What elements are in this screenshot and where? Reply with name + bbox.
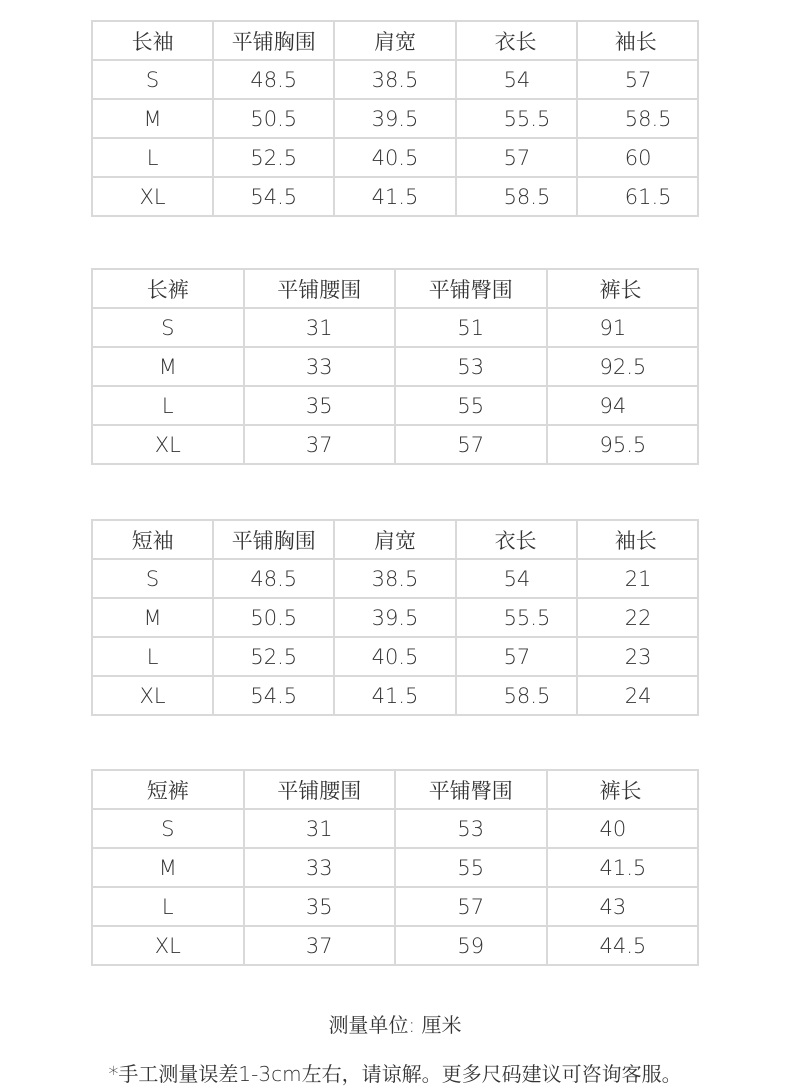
table-cell: 40.5: [334, 138, 455, 177]
table-cell: 58.5: [456, 177, 577, 216]
table-cell: 51: [395, 308, 547, 347]
table-cell: 38.5: [334, 60, 455, 99]
header-cell: 平铺胸围: [213, 520, 334, 559]
short-sleeve-size-table: [91, 519, 699, 716]
header-cell: 衣长: [456, 520, 577, 559]
table-header-row: [92, 269, 698, 308]
size-cell: S: [92, 559, 213, 598]
table-cell: 95.5: [547, 425, 699, 464]
table-cell: 24: [577, 676, 698, 715]
size-cell: M: [92, 598, 213, 637]
size-cell: M: [92, 848, 244, 887]
table-cell: 57: [395, 887, 547, 926]
header-cell: 平铺腰围: [244, 770, 396, 809]
size-cell: XL: [92, 425, 244, 464]
table-row: [92, 60, 698, 99]
size-cell: L: [92, 637, 213, 676]
table-cell: 48.5: [213, 559, 334, 598]
table-cell: 44.5: [547, 926, 699, 965]
size-cell: XL: [92, 177, 213, 216]
table-cell: 57: [456, 138, 577, 177]
header-cell: 平铺腰围: [244, 269, 396, 308]
table-row: [92, 308, 698, 347]
table-cell: 48.5: [213, 60, 334, 99]
table-cell: 43: [547, 887, 699, 926]
table-cell: 58.5: [456, 676, 577, 715]
table-row: [92, 138, 698, 177]
table-cell: 54.5: [213, 177, 334, 216]
size-cell: XL: [92, 926, 244, 965]
header-cell: 裤长: [547, 770, 699, 809]
size-cell: M: [92, 99, 213, 138]
table-cell: 33: [244, 347, 396, 386]
table-cell: 21: [577, 559, 698, 598]
header-cell: 短裤: [92, 770, 244, 809]
table-cell: 31: [244, 809, 396, 848]
table-row: [92, 425, 698, 464]
size-cell: L: [92, 386, 244, 425]
table-cell: 60: [577, 138, 698, 177]
table-cell: 57: [395, 425, 547, 464]
table-cell: 55.5: [456, 598, 577, 637]
table-cell: 35: [244, 386, 396, 425]
table-cell: 57: [456, 637, 577, 676]
table-cell: 50.5: [213, 598, 334, 637]
table-cell: 54: [456, 559, 577, 598]
header-cell: 衣长: [456, 21, 577, 60]
table-row: [92, 926, 698, 965]
size-cell: S: [92, 60, 213, 99]
table-row: [92, 676, 698, 715]
size-cell: M: [92, 347, 244, 386]
table-row: [92, 848, 698, 887]
table-cell: 58.5: [577, 99, 698, 138]
table-cell: 91: [547, 308, 699, 347]
table-cell: 54: [456, 60, 577, 99]
table-cell: 94: [547, 386, 699, 425]
table-cell: 61.5: [577, 177, 698, 216]
measurement-disclaimer: *手工测量误差1-3cm左右，请谅解。更多尺码建议可咨询客服。: [108, 1062, 682, 1086]
table-cell: 41.5: [334, 676, 455, 715]
table-cell: 38.5: [334, 559, 455, 598]
header-cell: 袖长: [577, 21, 698, 60]
table-row: [92, 887, 698, 926]
table-cell: 39.5: [334, 99, 455, 138]
table-cell: 37: [244, 425, 396, 464]
table-row: [92, 809, 698, 848]
header-cell: 长裤: [92, 269, 244, 308]
table-row: [92, 177, 698, 216]
table-cell: 52.5: [213, 637, 334, 676]
measurement-unit-note: 测量单位: 厘米: [328, 1013, 462, 1037]
table-cell: 40.5: [334, 637, 455, 676]
table-cell: 53: [395, 809, 547, 848]
size-cell: S: [92, 308, 244, 347]
table-cell: 39.5: [334, 598, 455, 637]
table-cell: 41.5: [547, 848, 699, 887]
table-cell: 37: [244, 926, 396, 965]
table-row: [92, 99, 698, 138]
table-cell: 55: [395, 848, 547, 887]
table-cell: 55: [395, 386, 547, 425]
long-sleeve-size-table: [91, 20, 699, 217]
header-cell: 平铺臀围: [395, 770, 547, 809]
header-cell: 袖长: [577, 520, 698, 559]
table-header-row: [92, 770, 698, 809]
table-row: [92, 637, 698, 676]
table-header-row: [92, 21, 698, 60]
table-cell: 92.5: [547, 347, 699, 386]
short-pants-size-table: [91, 769, 699, 966]
size-cell: S: [92, 809, 244, 848]
header-cell: 短袖: [92, 520, 213, 559]
table-cell: 55.5: [456, 99, 577, 138]
size-cell: L: [92, 138, 213, 177]
table-cell: 41.5: [334, 177, 455, 216]
table-cell: 50.5: [213, 99, 334, 138]
table-cell: 52.5: [213, 138, 334, 177]
table-cell: 23: [577, 637, 698, 676]
size-cell: L: [92, 887, 244, 926]
header-cell: 平铺臀围: [395, 269, 547, 308]
table-cell: 53: [395, 347, 547, 386]
header-cell: 平铺胸围: [213, 21, 334, 60]
header-cell: 裤长: [547, 269, 699, 308]
table-cell: 40: [547, 809, 699, 848]
table-row: [92, 386, 698, 425]
long-pants-size-table: [91, 268, 699, 465]
table-cell: 35: [244, 887, 396, 926]
header-cell: 肩宽: [334, 520, 455, 559]
table-header-row: [92, 520, 698, 559]
table-cell: 22: [577, 598, 698, 637]
table-cell: 33: [244, 848, 396, 887]
table-cell: 57: [577, 60, 698, 99]
table-row: [92, 347, 698, 386]
table-cell: 54.5: [213, 676, 334, 715]
header-cell: 长袖: [92, 21, 213, 60]
table-cell: 59: [395, 926, 547, 965]
table-row: [92, 598, 698, 637]
table-row: [92, 559, 698, 598]
header-cell: 肩宽: [334, 21, 455, 60]
table-cell: 31: [244, 308, 396, 347]
size-cell: XL: [92, 676, 213, 715]
